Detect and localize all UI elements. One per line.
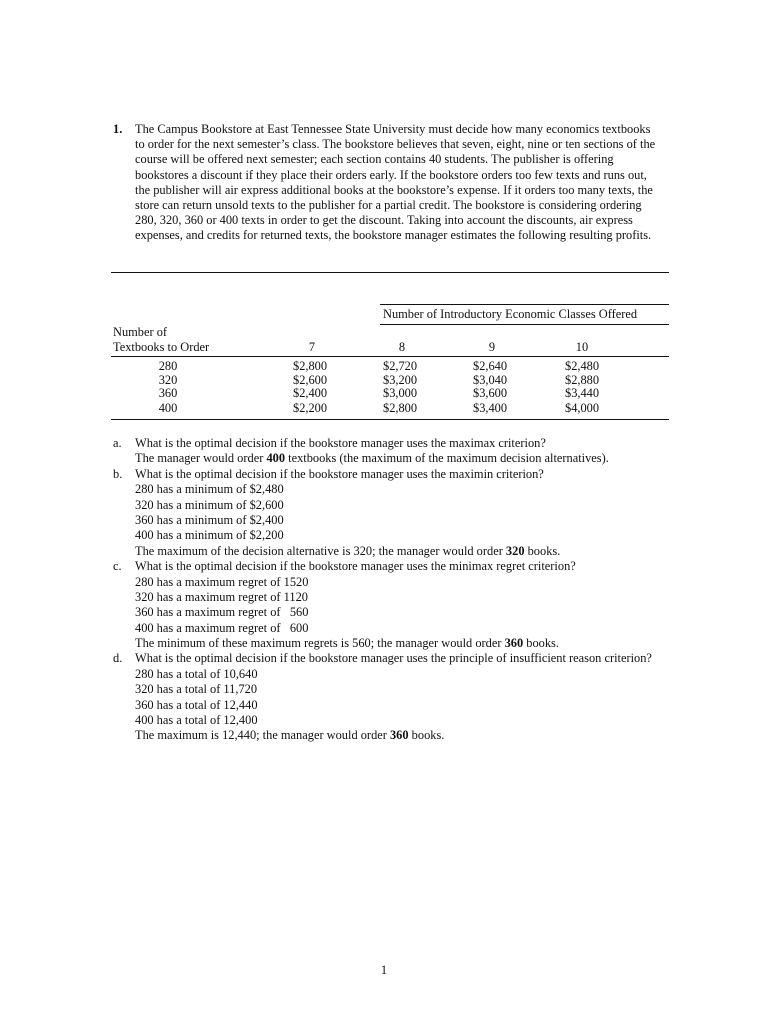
list-item xyxy=(113,667,673,682)
conclusion-text: The maximum is 12,440; the manager would order xyxy=(135,728,390,743)
list-item xyxy=(113,528,673,543)
table-cell: $2,800 xyxy=(383,401,418,415)
group-header: Number of Introductory Economic Classes Offered xyxy=(383,307,638,321)
list-item xyxy=(113,498,673,513)
answer-d-conclusion xyxy=(113,728,673,743)
table-row-label: 320 xyxy=(158,372,178,387)
table-cell: $3,440 xyxy=(565,386,600,400)
question-text: What is the optimal decision if the bookstore manager uses the principle of insufficient reason criterion? xyxy=(135,651,652,666)
list-item xyxy=(113,605,673,620)
answers-section xyxy=(113,436,673,744)
table-cell: $3,040 xyxy=(473,372,508,387)
conclusion-text: The manager would order xyxy=(135,451,267,466)
problem-line: the publisher will air express additional books at the bookstore’s expense. If it orders too many texts, the xyxy=(135,182,653,197)
problem-line: store can return unsold texts to the publisher for a partial credit. The bookstore is considering ordering xyxy=(135,198,642,212)
row-header-line1: Number of xyxy=(113,325,168,339)
answer-b-conclusion xyxy=(113,544,673,559)
answer-item-text: 280 has a maximum regret of 1520 xyxy=(135,574,309,589)
answer-letter: a. xyxy=(113,436,122,450)
header-bottom-rule xyxy=(111,356,669,357)
table-cell: $2,640 xyxy=(473,359,508,373)
table-row-label: 360 xyxy=(158,386,178,400)
problem-line: bookstores a discount if they place their orders early. If the bookstore orders too few texts and runs out, xyxy=(135,167,647,182)
list-item xyxy=(113,575,673,590)
answer-item-text: 320 has a total of 11,720 xyxy=(135,682,258,697)
table-top-rule xyxy=(111,272,669,273)
table-cell: $2,200 xyxy=(293,401,328,415)
conclusion-value: 360 xyxy=(504,636,524,651)
conclusion-value: 360 xyxy=(389,728,409,743)
conclusion-text: books. xyxy=(523,636,559,651)
answer-a-question xyxy=(113,436,673,451)
problem-line: to order for the next semester’s class. The bookstore believes that seven, eight, nine or ten sections of the xyxy=(135,137,656,152)
page-number: 1 xyxy=(380,963,388,977)
table-cell: $3,400 xyxy=(473,401,508,415)
answer-letter: c. xyxy=(113,559,122,574)
question-text: What is the optimal decision if the bookstore manager uses the maximax criterion? xyxy=(135,436,546,450)
conclusion-text: books. xyxy=(524,543,561,558)
answer-item-text: 360 has a minimum of $2,400 xyxy=(135,512,284,527)
answer-item-text: 320 has a minimum of $2,600 xyxy=(135,497,284,512)
conclusion-text: The minimum of these maximum regrets is 560; the manager would order xyxy=(135,636,505,651)
table-cell: $2,880 xyxy=(565,372,600,387)
conclusion-text: The maximum of the decision alternative is 320; the manager would order xyxy=(135,543,506,558)
list-item xyxy=(113,698,673,713)
answer-item-text: 360 has a maximum regret of 560 xyxy=(135,605,309,620)
question-text: What is the optimal decision if the bookstore manager uses the maximin criterion? xyxy=(135,466,544,481)
conclusion-value: 400 xyxy=(266,451,286,466)
answer-item-text: 320 has a maximum regret of 1120 xyxy=(135,589,308,604)
answer-d-question xyxy=(113,651,673,666)
table-cell: $4,000 xyxy=(565,401,600,415)
column-header: 9 xyxy=(488,340,496,354)
table-cell: $2,480 xyxy=(565,359,600,373)
question-text: What is the optimal decision if the bookstore manager uses the minimax regret criterion? xyxy=(135,559,576,574)
table-cell: $2,600 xyxy=(293,372,328,387)
table-cell: $2,720 xyxy=(383,359,418,373)
table-cell: $3,600 xyxy=(473,386,508,400)
answer-b-question xyxy=(113,467,673,482)
problem-line: expenses, and credits for returned texts, the bookstore manager estimates the following resulting profits. xyxy=(135,228,652,243)
conclusion-text: textbooks (the maximum of the maximum decision alternatives). xyxy=(285,451,609,466)
row-header-line2: Textbooks to Order xyxy=(113,340,210,354)
table-cell: $2,800 xyxy=(293,359,328,373)
group-header-top-rule xyxy=(380,304,669,305)
conclusion-value: 320 xyxy=(505,543,525,558)
table-cell: $2,400 xyxy=(293,386,328,400)
table-row-label: 280 xyxy=(158,359,178,373)
table-bottom-rule xyxy=(111,419,669,420)
answer-c-question xyxy=(113,559,673,574)
answer-a-conclusion xyxy=(113,451,673,466)
answer-item-text: 360 has a total of 12,440 xyxy=(135,697,258,712)
conclusion-text: books. xyxy=(408,728,445,743)
problem-line: course will be offered next semester; each section contains 40 students. The publisher is offering xyxy=(135,152,614,167)
table-row-label: 400 xyxy=(158,401,178,415)
group-header-bottom-rule xyxy=(380,324,669,325)
answer-item-text: 280 has a total of 10,640 xyxy=(135,666,258,681)
list-item xyxy=(113,621,673,636)
column-header: 7 xyxy=(308,340,316,354)
problem-line: 280, 320, 360 or 400 texts in order to get the discount. Taking into account the discounts, air express xyxy=(135,213,633,228)
table-cell: $3,000 xyxy=(383,386,418,400)
list-item xyxy=(113,682,673,697)
column-header: 8 xyxy=(398,340,406,354)
answer-item-text: 400 has a minimum of $2,200 xyxy=(135,528,284,543)
answer-c-conclusion xyxy=(113,636,673,651)
column-header: 10 xyxy=(575,340,589,354)
answer-item-text: 400 has a maximum regret of 600 xyxy=(135,620,309,635)
problem-line: The Campus Bookstore at East Tennessee State University must decide how many economics textbooks xyxy=(135,122,651,136)
problem-number: 1. xyxy=(113,122,123,136)
table-cell: $3,200 xyxy=(383,372,418,387)
answer-letter: d. xyxy=(113,651,123,666)
answer-item-text: 400 has a total of 12,400 xyxy=(135,713,258,728)
list-item xyxy=(113,590,673,605)
list-item xyxy=(113,513,673,528)
list-item xyxy=(113,713,673,728)
list-item xyxy=(113,482,673,497)
answer-letter: b. xyxy=(113,466,123,481)
answer-item-text: 280 has a minimum of $2,480 xyxy=(135,482,284,497)
